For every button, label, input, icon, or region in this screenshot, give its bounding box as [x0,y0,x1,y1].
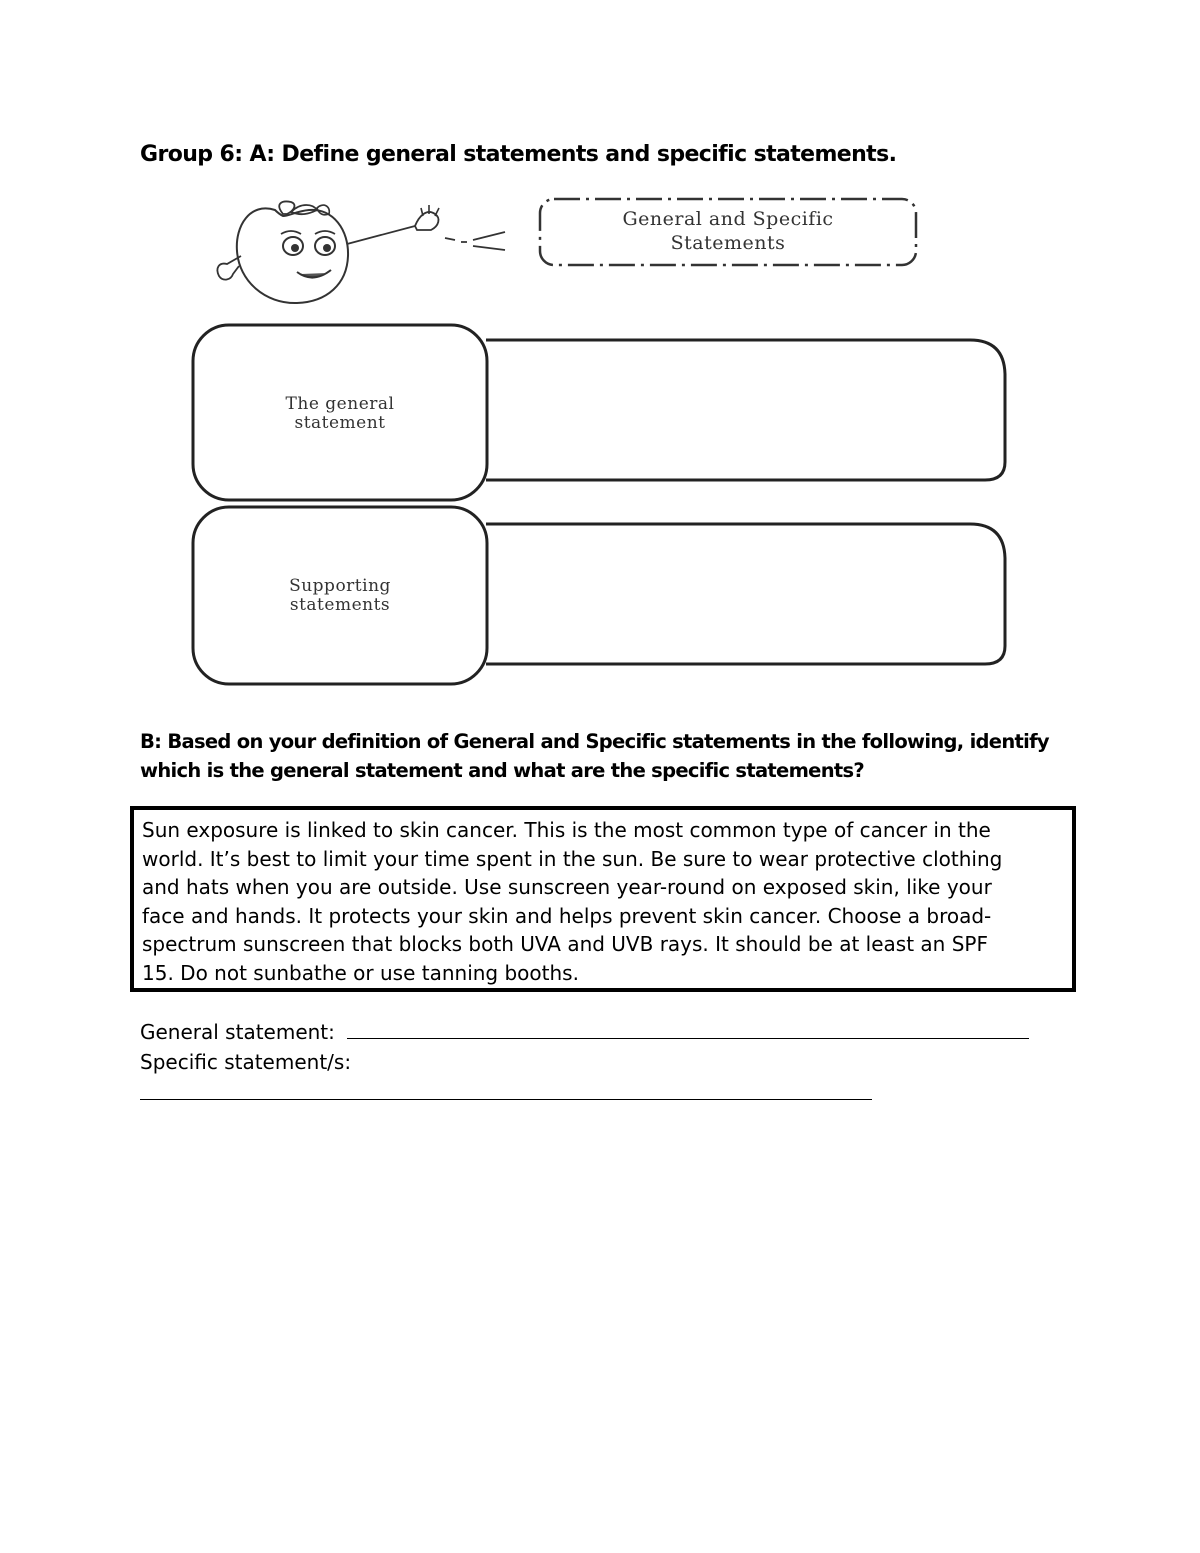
passage-line: spectrum sunscreen that blocks both UVA and UVB rays. It should be at least an SPF [142,932,988,957]
passage-line: Sun exposure is linked to skin cancer. This is the most common type of cancer in the [142,818,991,842]
box2-line-2: statements [289,595,391,615]
part-b-line-1: B: Based on your definition of General and Specific statements in the following, identify [140,730,1049,753]
bubble-line-1: General and Specific [622,208,834,230]
part-b-line-2: which is the general statement and what are the specific statements? [140,759,865,782]
passage-line: and hats when you are outside. Use sunscreen year-round on exposed skin, like your [142,875,992,900]
bubble-line-2: Statements [670,232,786,254]
supporting-statements-label [195,577,485,615]
box1-line-2: statement [294,413,386,433]
box2-line-1: Supporting [289,576,391,596]
passage-box [130,806,1076,992]
general-statement-answer-box [486,340,1005,480]
passage-line: face and hands. It protects your skin and helps prevent skin cancer. Choose a broad- [142,903,992,928]
part-b-heading [140,727,1070,785]
specific-statement-label-text: Specific statement/s: [140,1050,352,1074]
graphic-organizer [190,322,1010,688]
general-statement-label [195,395,485,433]
answer-section [140,1016,1029,1108]
speech-bubble-text [538,207,918,255]
box1-line-1: The general [285,394,395,414]
part-a-heading: Group 6: A: Define general statements and specific statements. [140,142,897,167]
supporting-statements-answer-box [486,524,1005,664]
general-statement-label-text: General statement: [140,1020,335,1044]
specific-statement-blank[interactable] [140,1077,872,1100]
apple-mascot-icon [205,196,525,314]
general-statement-blank[interactable] [347,1016,1029,1039]
passage-line: 15. Do not sunbathe or use tanning booths. [142,960,579,985]
passage-line: world. It’s best to limit your time spent in the sun. Be sure to wear protective clothing [142,846,1003,871]
